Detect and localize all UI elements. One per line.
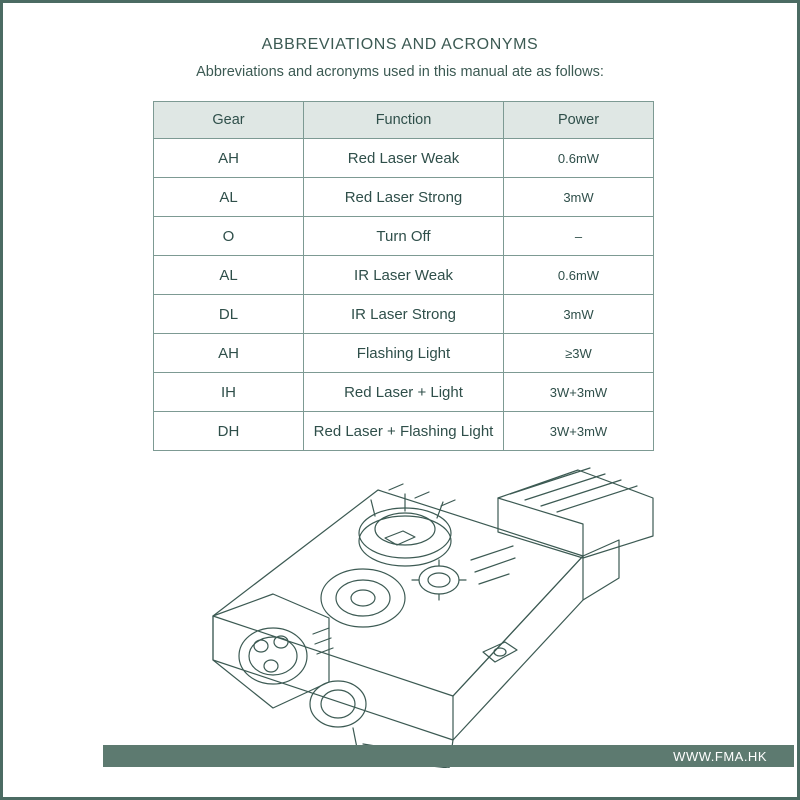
column-header-function: Function bbox=[304, 102, 504, 139]
cell-gear: AH bbox=[154, 334, 304, 373]
cell-function: IR Laser Weak bbox=[304, 256, 504, 295]
cell-function: Red Laser Strong bbox=[304, 178, 504, 217]
table-row bbox=[154, 334, 654, 373]
cell-function: IR Laser Strong bbox=[304, 295, 504, 334]
cell-gear: DH bbox=[154, 412, 304, 451]
table-row bbox=[154, 217, 654, 256]
table-row bbox=[154, 178, 654, 217]
cell-power: 3mW bbox=[504, 295, 654, 334]
cell-power: 3mW bbox=[504, 178, 654, 217]
table-row bbox=[154, 373, 654, 412]
cell-power: 3W+3mW bbox=[504, 412, 654, 451]
cell-function: Red Laser + Light bbox=[304, 373, 504, 412]
cell-function: Flashing Light bbox=[304, 334, 504, 373]
cell-gear: O bbox=[154, 217, 304, 256]
cell-power: 0.6mW bbox=[504, 139, 654, 178]
table-row bbox=[154, 256, 654, 295]
cell-gear: IH bbox=[154, 373, 304, 412]
footer-url: WWW.FMA.HK bbox=[673, 749, 767, 764]
product-illustration bbox=[153, 428, 673, 768]
abbreviations-table bbox=[153, 101, 654, 451]
cell-gear: AH bbox=[154, 139, 304, 178]
table-row bbox=[154, 139, 654, 178]
table-row bbox=[154, 295, 654, 334]
page-subtitle: Abbreviations and acronyms used in this manual ate as follows: bbox=[196, 64, 604, 80]
cell-power: ≥3W bbox=[504, 334, 654, 373]
cell-gear: AL bbox=[154, 178, 304, 217]
cell-function: Red Laser + Flashing Light bbox=[304, 412, 504, 451]
column-header-power: Power bbox=[504, 102, 654, 139]
table-header-row bbox=[154, 102, 654, 139]
cell-function: Red Laser Weak bbox=[304, 139, 504, 178]
column-header-gear: Gear bbox=[154, 102, 304, 139]
cell-function: Turn Off bbox=[304, 217, 504, 256]
cell-power: 0.6mW bbox=[504, 256, 654, 295]
page-title: ABBREVIATIONS AND ACRONYMS bbox=[261, 36, 539, 53]
cell-power: 3W+3mW bbox=[504, 373, 654, 412]
cell-gear: AL bbox=[154, 256, 304, 295]
cell-power: – bbox=[504, 217, 654, 256]
cell-gear: DL bbox=[154, 295, 304, 334]
